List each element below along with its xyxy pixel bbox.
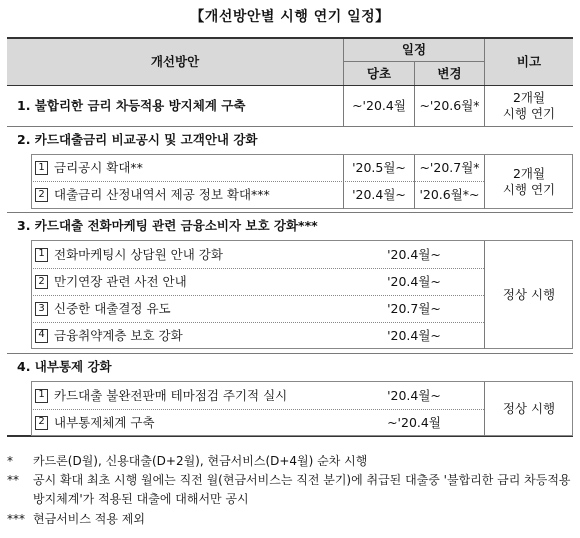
- header-plan: 개선방안: [7, 39, 343, 85]
- section4-item-1: 1 카드대출 불완전판매 테마점검 주기적 실시: [35, 382, 343, 409]
- section3-item-3: 3 신중한 대출결정 유도: [35, 296, 335, 322]
- section2-item-2: 2 대출금리 산정내역서 제공 정보 확대***: [35, 182, 343, 208]
- section1-original: ~'20.4월: [352, 98, 406, 114]
- header-original: 당초: [344, 62, 414, 85]
- section4-title: 4. 내부통제 강화: [17, 359, 112, 375]
- section3-item-4-date: '20.4월~: [387, 327, 441, 343]
- header-changed: 변경: [415, 62, 484, 85]
- section1-title: 1. 불합리한 금리 차등적용 방지체계 구축: [17, 98, 246, 114]
- schedule-table: [7, 37, 573, 437]
- section3-item-1-date: '20.4월~: [387, 246, 441, 262]
- footnote-2: ** 공시 확대 최초 시행 월에는 직전 월(현금서비스는 직전 분기)에 취급된 대출중 '불합리한 금리 차등적용 방지체계'가 적용된 대출에 대해서만 공시: [7, 473, 571, 507]
- section4-item-1-date: '20.4월~: [387, 387, 441, 403]
- section2-item-1-changed: ~'20.7월*: [419, 160, 480, 176]
- section4-item-2-date: ~'20.4월: [387, 414, 441, 430]
- section4-item-2: 2 내부통제체계 구축: [35, 410, 343, 435]
- section2-item-2-changed: '20.6월*~: [419, 187, 480, 203]
- footnotes: [7, 452, 573, 529]
- section3-item-2: 2 만기연장 관련 사전 안내: [35, 269, 335, 295]
- section1-changed: ~'20.6월*: [419, 98, 480, 114]
- section3-title: 3. 카드대출 전화마케팅 관련 금융소비자 보호 강화***: [17, 218, 318, 234]
- section1-remarks: 2개월 시행 연기: [502, 90, 556, 121]
- section3-item-1: 1 전화마케팅시 상담원 안내 강화: [35, 241, 335, 268]
- footnote-3: *** 현금서비스 적용 제외: [7, 511, 145, 526]
- section2-remarks: 2개월 시행 연기: [502, 165, 556, 197]
- section3-item-4: 4 금융취약계층 보호 강화: [35, 323, 335, 348]
- section4-remarks: 정상 시행: [502, 400, 556, 416]
- section3-item-3-date: '20.7월~: [387, 301, 441, 317]
- header-schedule: 일정: [344, 39, 484, 61]
- section2-title: 2. 카드대출금리 비교공시 및 고객안내 강화: [17, 132, 258, 148]
- section2-item-2-original: '20.4월~: [352, 187, 406, 203]
- section3-item-2-date: '20.4월~: [387, 274, 441, 290]
- section2-item-1-original: '20.5월~: [352, 160, 406, 176]
- page-title: 【개선방안별 시행 연기 일정】: [190, 9, 390, 25]
- header-remarks: 비고: [485, 39, 573, 85]
- footnote-1: * 카드론(D월), 신용대출(D+2월), 현금서비스(D+4월) 순차 시행: [7, 454, 368, 468]
- section3-remarks: 정상 시행: [502, 286, 556, 302]
- section2-item-1: 1 금리공시 확대**: [35, 155, 343, 181]
